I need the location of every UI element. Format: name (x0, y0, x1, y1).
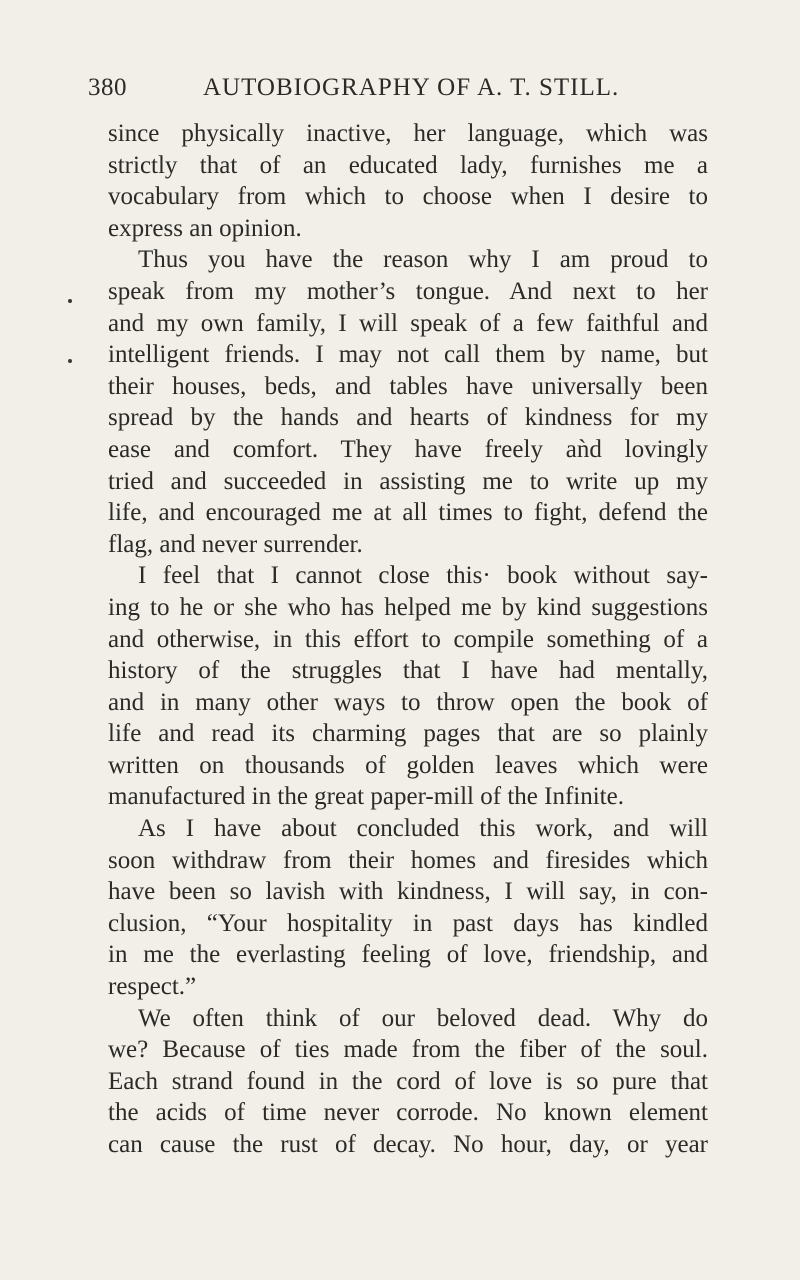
text-line: express an opinion. (108, 214, 302, 242)
text-line: tried and succeeded in assisting me to write up my (108, 467, 708, 495)
text-line: have been so lavish with kindness, I will say, in con- (108, 878, 708, 906)
text-line: history of the struggles that I have had mentally, (108, 657, 708, 685)
text-line: respect.” (108, 973, 197, 1001)
text-line: and otherwise, in this effort to compile something of a (108, 625, 708, 653)
text-line: soon withdraw from their homes and firesides which (108, 846, 708, 874)
text-line: We often think of our beloved dead. Why do (138, 1004, 708, 1032)
text-line: life, and encouraged me at all times to fight, defend the (108, 499, 708, 527)
page-number: 380 (88, 74, 127, 101)
body-text (108, 118, 708, 1161)
text-line: clusion, “Your hospitality in past days has kindled (108, 909, 708, 937)
text-line: since physically inactive, her language, which was (108, 120, 708, 147)
text-line: manufactured in the great paper-mill of the Infinite. (108, 783, 624, 811)
text-line: speak from my mother’s tongue. And next to her (108, 277, 708, 305)
text-line: we? Because of ties made from the fiber of the soul. (108, 1036, 708, 1064)
margin-mark (68, 299, 72, 303)
text-line: strictly that of an educated lady, furnishes me a (108, 151, 708, 179)
text-line: and in many other ways to throw open the book of (108, 688, 708, 716)
text-line: spread by the hands and hearts of kindness for my (108, 404, 708, 432)
text-line: Thus you have the reason why I am proud to (138, 246, 708, 274)
text-line: written on thousands of golden leaves which were (108, 751, 708, 779)
text-line: and my own family, I will speak of a few faithful and (108, 309, 708, 337)
text-line: their houses, beds, and tables have universally been (108, 372, 708, 400)
text-line: As I have about concluded this work, and will (138, 815, 708, 843)
page-header (88, 74, 708, 110)
text-line: vocabulary from which to choose when I desire to (108, 183, 708, 211)
text-line: life and read its charming pages that are so plainly (108, 720, 708, 748)
text-line: I feel that I cannot close this· book without say- (138, 562, 708, 590)
text-line: the acids of time never corrode. No known element (108, 1099, 708, 1127)
text-line: can cause the rust of decay. No hour, day, or year (108, 1131, 708, 1158)
text-line: ing to he or she who has helped me by kind suggestions (108, 593, 708, 621)
margin-mark (68, 359, 72, 363)
running-head: AUTOBIOGRAPHY OF A. T. STILL. (203, 74, 620, 101)
text-line: intelligent friends. I may not call them by name, but (108, 341, 708, 369)
text-line: in me the everlasting feeling of love, friendship, and (108, 941, 708, 969)
text-line: ease and comfort. They have freely aǹd lovingly (108, 435, 708, 463)
text-line: flag, and never surrender. (108, 530, 363, 558)
text-line: Each strand found in the cord of love is so pure that (108, 1067, 708, 1095)
